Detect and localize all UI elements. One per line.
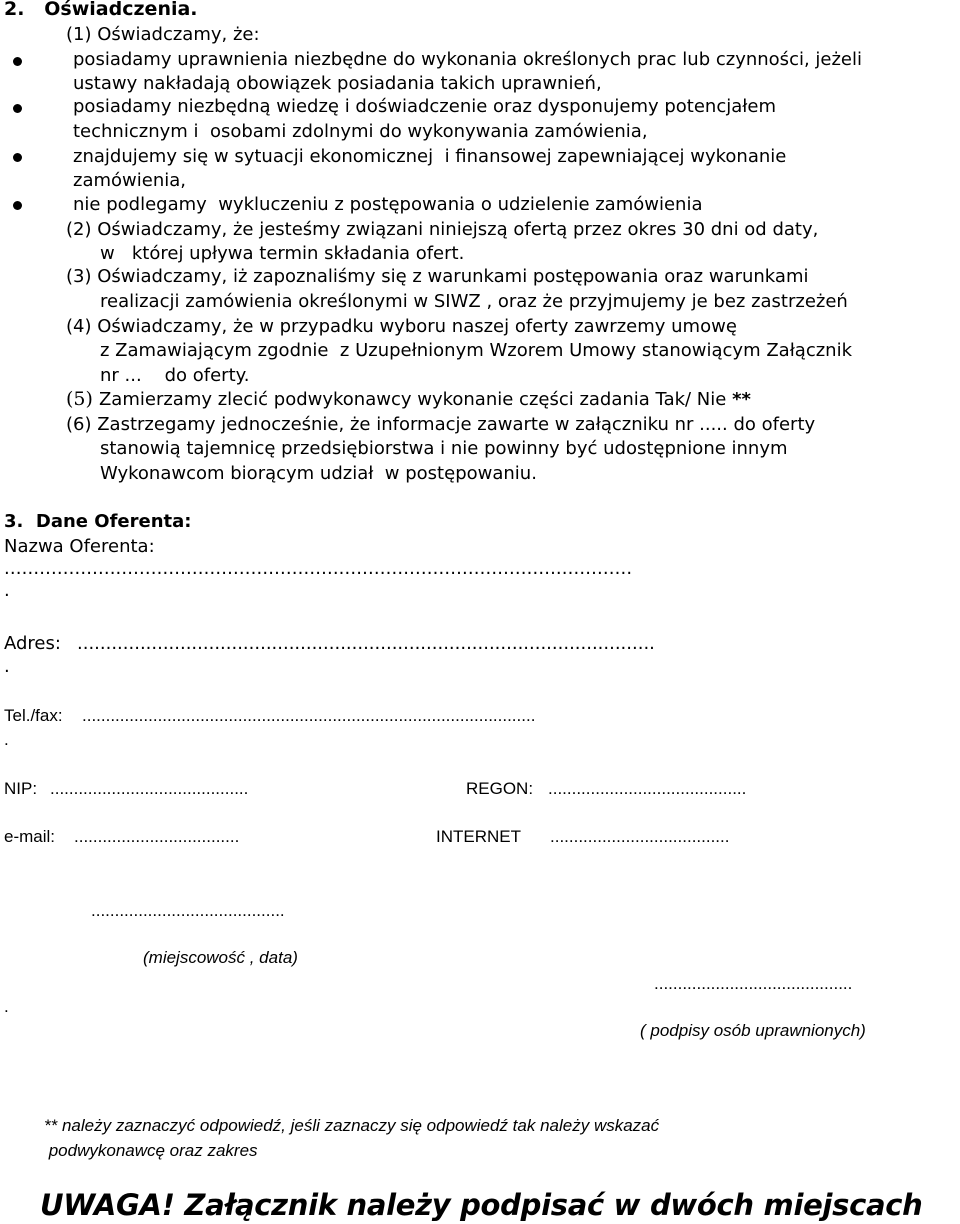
bullet-2-line1: posiadamy niezbędną wiedzę i doświadczenie oraz dysponujemy potencjałem <box>73 96 776 117</box>
tel-fax-field[interactable]: ................................................................................................ <box>82 706 536 725</box>
bullet-icon <box>13 201 22 210</box>
bullet-icon <box>13 104 22 113</box>
email-field[interactable]: ................................... <box>74 827 240 846</box>
bullet-icon <box>13 57 22 66</box>
place-date-field[interactable]: ......................................... <box>91 901 285 920</box>
signature-warning: UWAGA! Załącznik należy podpisać w dwóch miejscach <box>40 1188 923 1222</box>
bullet-1-line2: ustawy nakładają obowiązek posiadania takich uprawnień, <box>73 73 602 94</box>
statement-4-line1: (4) Oświadczamy, że w przypadku wyboru naszej oferty zawrzemy umowę <box>66 316 737 337</box>
address-label: Adres: <box>4 633 61 654</box>
bullet-4-line1: nie podlegamy wykluczeniu z postępowania o udzielenie zamówienia <box>73 194 703 215</box>
internet-label: INTERNET <box>436 827 521 846</box>
statement-2-line1: (2) Oświadczamy, że jesteśmy związani niniejszą ofertą przez okres 30 dni od daty, <box>66 219 819 240</box>
tel-fax-label: Tel./fax: <box>4 706 63 725</box>
tel-fax-field-end: . <box>4 730 9 749</box>
address-field-end: . <box>4 656 10 677</box>
email-label: e-mail: <box>4 827 56 846</box>
section-3-title: 3. Dane Oferenta: <box>4 511 192 532</box>
nip-label: NIP: <box>4 779 38 798</box>
statement-2-line2: w której upływa termin składania ofert. <box>100 243 465 264</box>
regon-label: REGON: <box>466 779 534 798</box>
section-2-title: 2. Oświadczenia. <box>4 0 198 20</box>
signature-caption: ( podpisy osób uprawnionych) <box>640 1021 866 1040</box>
bullet-3-line1: znajdujemy się w sytuacji ekonomicznej i finansowej zapewniającej wykonanie <box>73 146 787 167</box>
statement-6-line3: Wykonawcom biorącym udział w postępowaniu. <box>100 463 537 484</box>
internet-field[interactable]: ...................................... <box>550 827 730 846</box>
bullet-3-line2: zamówienia, <box>73 170 186 191</box>
statement-4-line3: nr ... do oferty. <box>100 365 250 386</box>
lone-dot: . <box>4 997 9 1016</box>
place-date-caption: (miejscowość , data) <box>143 948 298 967</box>
bullet-2-line2: technicznym i osobami zdolnymi do wykonywania zamówienia, <box>73 121 648 142</box>
signature-field[interactable]: .......................................... <box>654 974 853 993</box>
statement-6-line1: (6) Zastrzegamy jednocześnie, że informacje zawarte w załączniku nr ..... do oferty <box>66 414 816 435</box>
statement-5-stars: ** <box>732 389 751 410</box>
statement-4-line2: z Zamawiającym zgodnie z Uzupełnionym Wzorem Umowy stanowiącym Załącznik <box>100 340 853 361</box>
address-field[interactable]: ..................................................................................................... <box>77 633 655 654</box>
statement-5 <box>66 390 751 409</box>
offeror-name-label: Nazwa Oferenta: <box>4 536 155 557</box>
regon-field[interactable]: .......................................... <box>548 779 747 798</box>
statement-6-line2: stanowią tajemnicę przedsiębiorstwa i nie powinny być udostępnione innym <box>100 438 788 459</box>
footnote-line2: podwykonawcę oraz zakres <box>44 1141 258 1160</box>
statement-3-line1: (3) Oświadczamy, iż zapoznaliśmy się z warunkami postępowania oraz warunkami <box>66 266 809 287</box>
offeror-name-field-end: . <box>4 580 10 601</box>
bullet-1-line1: posiadamy uprawnienia niezbędne do wykonania określonych prac lub czynności, jeżeli <box>73 49 863 70</box>
statement-5-text: Zamierzamy zlecić podwykonawcy wykonanie części zadania Tak/ Nie <box>98 389 733 410</box>
nip-field[interactable]: .......................................... <box>50 779 249 798</box>
statement-1-intro: (1) Oświadczamy, że: <box>66 24 260 45</box>
bullet-icon <box>13 153 22 162</box>
offeror-name-field[interactable]: ........................................................................................................... <box>4 558 633 579</box>
statement-3-line2: realizacji zamówienia określonymi w SIWZ , oraz że przyjmujemy je bez zastrzeżeń <box>100 291 848 312</box>
statement-5-number: (5) <box>66 388 93 410</box>
footnote-line1: ** należy zaznaczyć odpowiedź, jeśli zaznaczy się odpowiedź tak należy wskazać <box>44 1116 660 1135</box>
